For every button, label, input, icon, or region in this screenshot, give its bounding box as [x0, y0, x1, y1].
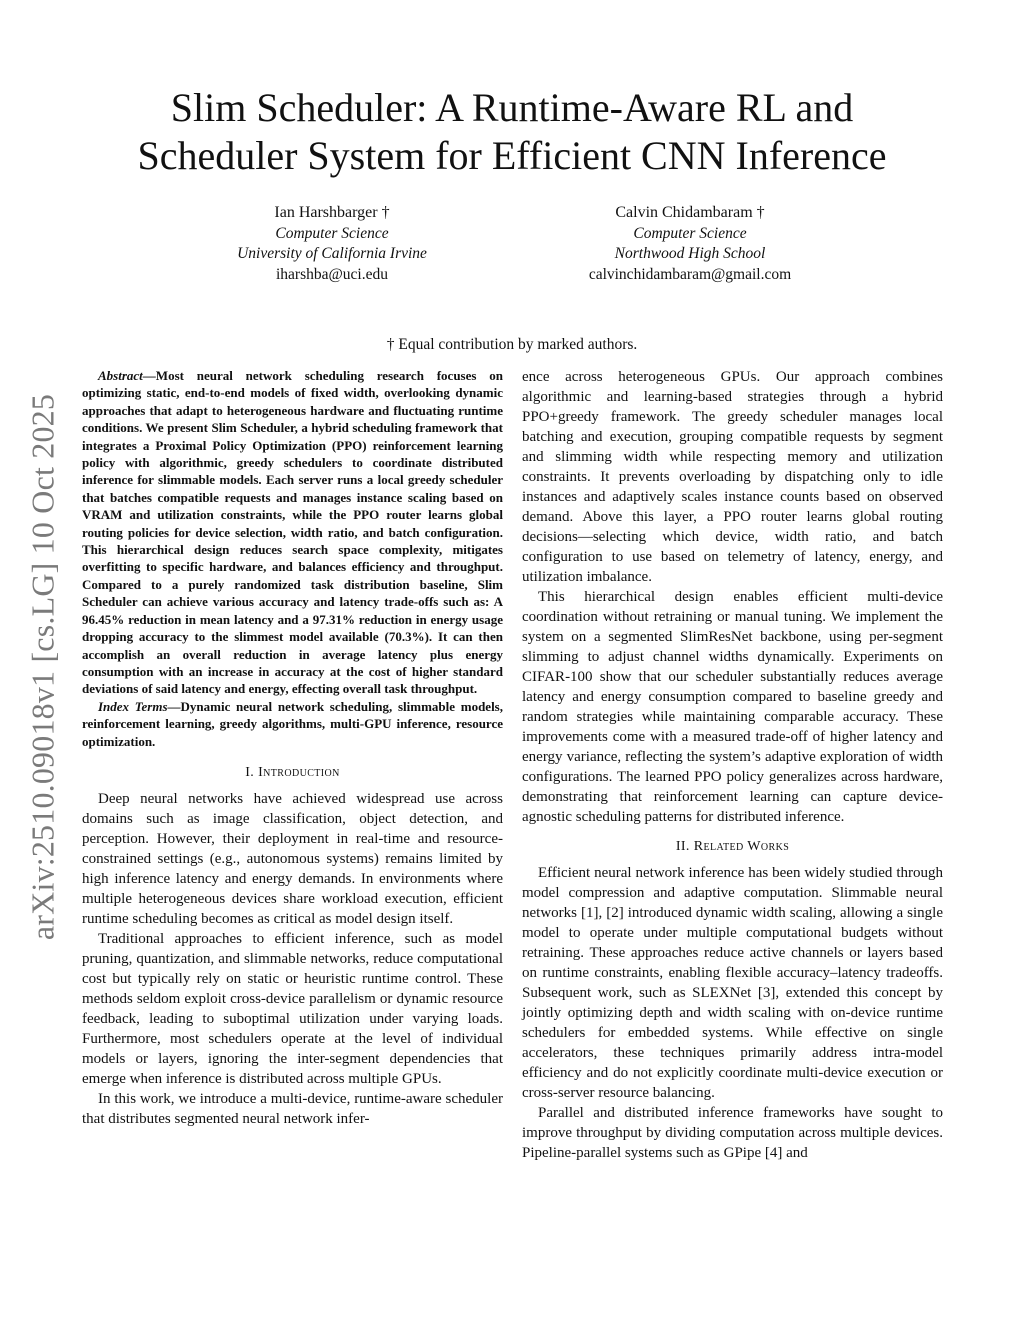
- abstract-text: —Most neural network scheduling research focuses on optimizing static, end-to-end models of fixed width, overlooking dynamic approaches that adapt to heterogeneous hardware and fluctuating runtime conditions. We present Slim Scheduler, a hybrid scheduling framework that integrates a Proximal Policy Optimization (PPO) reinforcement learning policy with algorithmic, greedy schedulers to coordinate distributed inference for slimmable models. Each server runs a local greedy scheduler that batches compatible requests and manages instance scaling based on VRAM and utilization constraints, while the PPO router learns global routing policies for device selection, width ratio, and batch configuration. This hierarchical design reduces search space complexity, mitigates overfitting to specific hardware, and balances efficiency and throughput. Compared to a purely randomized task distribution baseline, Slim Scheduler can achieve various accuracy and latency trade-offs such as: A 96.45% reduction in mean latency and a 97.31% reduction in energy usage dropping accuracy to the slimmest model available (70.3%). It can then accomplish an overall reduction in average latency plus energy consumption with an increase in accuracy at the cost of higher standard deviations of said latency and energy, effecting overall task throughput.: [82, 368, 503, 697]
- author-department: Computer Science: [275, 224, 389, 242]
- arxiv-sidebar: [18, 372, 68, 962]
- author-organization: University of California Irvine: [237, 245, 427, 262]
- introduction-body: [82, 789, 503, 1129]
- author-organization: Northwood High School: [614, 245, 766, 262]
- author-email: iharshba@uci.edu: [276, 265, 388, 283]
- body-paragraph: Parallel and distributed inference frameworks have sought to improve throughput by dividing computation across multiple devices. Pipeline-parallel systems such as GPipe [4] and: [522, 1105, 943, 1161]
- author-department: Computer Science: [633, 224, 747, 242]
- body-paragraph: Deep neural networks have achieved widespread use across domains such as image classification, object detection, and perception. However, their deployment in real-time and resource-constrained settings (e.g., autonomous systems) remains limited by high inference latency and energy demands. In environments where multiple heterogeneous devices share workload execution, efficient runtime scheduling becomes as critical as model design itself.: [82, 790, 503, 927]
- left-column: [82, 367, 503, 1129]
- arxiv-identifier: arXiv:2510.09018v1 [cs.LG] 10 Oct 2025: [24, 393, 61, 941]
- author-block-1: [172, 203, 492, 285]
- author-name: Ian Harshbarger †: [274, 204, 390, 221]
- related-works-body: [522, 863, 943, 1163]
- section-heading-related-works: II. Related Works: [675, 839, 790, 854]
- index-terms-text: —Dynamic neural network scheduling, slimmable models, reinforcement learning, greedy algorithms, multi-GPU inference, resource optimization.: [82, 698, 503, 749]
- title-line-2: Scheduler System for Efficient CNN Inference: [137, 133, 887, 178]
- author-block-2: [530, 203, 850, 285]
- introduction-continued: [522, 367, 943, 827]
- paper-title: [80, 84, 944, 180]
- body-paragraph: Efficient neural network inference has been widely studied through model compression and adaptive computation. Slimmable neural networks [1], [2] introduced dynamic width scaling, allowing a single model to operate under multiple computational budgets without retraining. These approaches reduce active channels or layers based on runtime constraints, enabling flexible accuracy–latency tradeoffs. Subsequent work, such as SLEXNet [3], extended this concept by jointly optimizing depth and width scaling with on-device runtime schedulers for embedded systems. While effective on single accelerators, these techniques primarily address intra-model efficiency and do not explicitly coordinate multi-device execution or cross-server resource balancing.: [522, 865, 943, 1101]
- index-terms-paragraph: [82, 698, 503, 750]
- equal-contribution-note: † Equal contribution by marked authors.: [386, 336, 638, 353]
- body-paragraph: Traditional approaches to efficient inference, such as model pruning, quantization, and slimmable networks, reduce computational cost but typically rely on static or heuristic runtime control. These methods seldom exploit cross-device parallelism or dynamic resource feedback, leading to suboptimal utilization under varying loads. Furthermore, most schedulers operate at the level of individual models or layers, ignoring the inter-segment dependencies that emerge when inference is distributed across multiple GPUs.: [82, 930, 503, 1087]
- abstract-paragraph: [82, 367, 503, 698]
- abstract-block: [82, 367, 503, 750]
- index-terms-label: Index Terms: [98, 698, 168, 714]
- section-heading-introduction: I. Introduction: [245, 764, 340, 780]
- title-line-1: Slim Scheduler: A Runtime-Aware RL and: [170, 85, 854, 130]
- abstract-label: Abstract: [98, 368, 143, 383]
- right-column: [522, 367, 943, 1163]
- body-paragraph: ence across heterogeneous GPUs. Our approach combines algorithmic and learning-based strategies through a hybrid PPO+greedy framework. The greedy scheduler manages local batching and execution, grouping compatible requests by segment and slimming width while respecting memory and utilization constraints. It prevents overloading by dispatching only to idle instances and adaptively scales instance counts based on observed demand. Above this layer, a PPO router learns global routing decisions—selecting which device, width ratio, and batch configuration to use based on telemetry of latency, energy, and utilization imbalance.: [522, 369, 943, 585]
- body-paragraph: In this work, we introduce a multi-device, runtime-aware scheduler that distributes segmented neural network infer-: [82, 1090, 503, 1127]
- author-name: Calvin Chidambaram †: [615, 204, 765, 221]
- author-email: calvinchidambaram@gmail.com: [588, 265, 792, 283]
- body-paragraph: This hierarchical design enables efficient multi-device coordination without retraining or manual tuning. We implement the system on a segmented SlimResNet backbone, using per-segment slimming to adjust channel widths dynamically. Experiments on CIFAR-100 show that our scheduler substantially reduces average latency and energy consumption compared to baseline greedy and random strategies while maintaining comparable accuracy. These improvements come with a measured trade-off of higher latency and energy variance, reflecting the system’s adaptive exploration of width configurations. The learned PPO policy generalizes across hardware, demonstrating that reinforcement learning can capture device-agnostic scheduling patterns for distributed inference.: [522, 589, 943, 825]
